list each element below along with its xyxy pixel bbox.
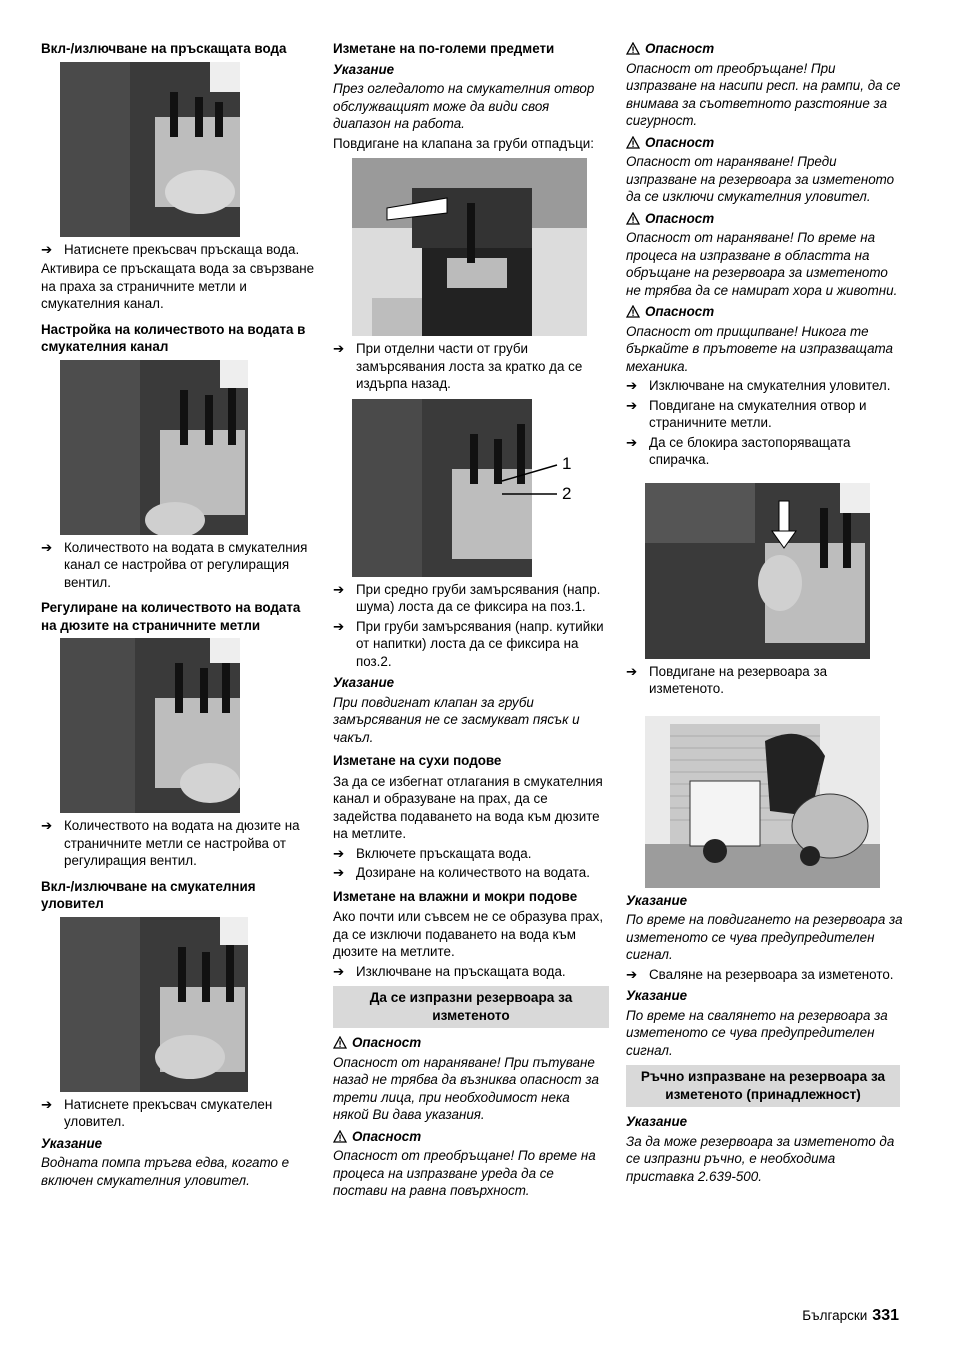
arrow-right-icon: ➔ bbox=[626, 966, 638, 982]
page-footer bbox=[802, 1307, 899, 1325]
paragraph: Ако почти или съвсем не се образува прах, да се изключи подаването на вода към дюзите на метлите. bbox=[333, 909, 604, 959]
callout-label-1: 1 bbox=[562, 453, 572, 473]
arrow-right-icon: ➔ bbox=[626, 663, 638, 679]
section-heading-manual-empty: Ръчно изпразване на резервоара за изметеното (принадлежност) bbox=[626, 1065, 900, 1107]
warning-triangle-icon bbox=[626, 212, 640, 225]
note-text: По време на свалянето на резервоара за изметеното се чува предупредителен сигнал. bbox=[626, 1007, 888, 1058]
list-item: ➔ Изключване на пръскащата вода. bbox=[333, 963, 566, 979]
list-item: ➔ Количеството на водата на дюзите на страничните метли се настройва от регулиращия вентил. bbox=[41, 818, 300, 868]
danger-heading: Опасност bbox=[626, 134, 904, 152]
note-text: За да може резервоара за изметеното да се изпразни ръчно, е необходима приставка 2.639-500. bbox=[626, 1133, 895, 1184]
paragraph: Повдигане на клапана за груби отпадъци: bbox=[333, 135, 594, 151]
danger-text: Опасност от прищипване! Никога те бъркайте в прътовете на изпразващата механика. bbox=[626, 323, 893, 374]
danger-text: Опасност от нараняване! При пътуване назад не трябва да възниква опасност за трети лица, при необходимост нека някой Ви дава указания. bbox=[333, 1054, 599, 1122]
note-heading: Указание bbox=[626, 892, 688, 908]
photo-lift-switch bbox=[645, 483, 870, 659]
danger-heading: Опасност bbox=[626, 40, 904, 58]
warning-triangle-icon bbox=[333, 1036, 347, 1049]
paragraph: За да се избегнат отлагания в смукателния канал и образуване на прах, да се задейства подаването на вода към дюзите на метлите. bbox=[333, 773, 603, 841]
list-item: ➔ Натиснете прекъсвач смукателен уловител. bbox=[41, 1096, 273, 1129]
list-item: ➔ При груби замърсявания (напр. кутийки от напитки) лоста да се фиксира на поз.2. bbox=[333, 618, 604, 669]
note-heading: Указание bbox=[333, 675, 395, 690]
section-heading-empty-container: Да се изпразни резервоара за изметеното bbox=[333, 986, 609, 1028]
note-heading: Указание bbox=[41, 1135, 103, 1151]
danger-text: Опасност от преобръщане! При изпразване на насипи респ. на рампи, да се внимава за съответното разстояние за сигурност. bbox=[626, 60, 901, 128]
photo-sweeper-container-raised bbox=[645, 716, 880, 888]
arrow-right-icon: ➔ bbox=[333, 341, 345, 356]
heading-side-brush-water: Регулиране на количеството на водата на дюзите на страничните метли bbox=[41, 600, 301, 633]
note-text: Водната помпа тръгва едва, когато е включен смукателния уловител. bbox=[41, 1155, 290, 1188]
danger-text: Опасност от нараняване! По време на процеса на изпразване в областта на обръщане на резервоара за изметеното не трябва да се намират хора и животни. bbox=[626, 230, 898, 298]
note-heading: Указание bbox=[626, 1114, 688, 1129]
page-number: 331 bbox=[872, 1307, 899, 1324]
list-item: ➔ Включете пръскащата вода. bbox=[333, 845, 532, 861]
list-item: ➔ Сваляне на резервоара за изметеното. bbox=[626, 966, 894, 982]
heading-dry-floors: Изметане на сухи подове bbox=[333, 753, 502, 768]
arrow-right-icon: ➔ bbox=[41, 1096, 53, 1112]
note-heading: Указание bbox=[626, 988, 688, 1003]
callout-label-2: 2 bbox=[562, 483, 572, 503]
heading-water-suction: Настройка на количеството на водата в смукателния канал bbox=[41, 321, 306, 354]
paragraph: Активира се пръскащата вода за свързване на праха за страничните метли и смукателния канал. bbox=[41, 261, 315, 311]
arrow-right-icon: ➔ bbox=[41, 241, 53, 257]
arrow-right-icon: ➔ bbox=[41, 818, 53, 833]
danger-heading: Опасност bbox=[333, 1034, 609, 1052]
warning-triangle-icon bbox=[626, 42, 640, 55]
note-heading: Указание bbox=[333, 61, 395, 77]
heading-suction-trap: Вкл-/излючване на смукателния уловител bbox=[41, 878, 256, 911]
list-item: ➔ Повдигане на смукателния отвор и страничните метли. bbox=[626, 397, 867, 430]
danger-heading: Опасност bbox=[626, 303, 904, 321]
column-1 bbox=[41, 40, 317, 1191]
arrow-right-icon: ➔ bbox=[626, 434, 638, 450]
warning-triangle-icon bbox=[626, 136, 640, 149]
photo-spray-switch bbox=[60, 62, 240, 237]
danger-text: Опасност от нараняване! Преди изпразване на резервоара за изметеното да се изключи смукателния уловител. bbox=[626, 154, 895, 204]
note-text: При повдигнат клапан за груби замърсявания не се засмукват пясък и чакъл. bbox=[333, 694, 580, 745]
warning-triangle-icon bbox=[626, 305, 640, 318]
arrow-right-icon: ➔ bbox=[333, 618, 345, 634]
photo-suction-valve bbox=[60, 360, 248, 535]
list-item: ➔ При средно груби замърсявания (напр. шума) лоста да се фиксира на поз.1. bbox=[333, 581, 601, 614]
note-text: По време на повдигането на резервоара за изметеното се чува предупредителен сигнал. bbox=[626, 912, 903, 962]
photo-lever-positions bbox=[352, 399, 572, 577]
heading-spray-water: Вкл-/излючване на пръскащата вода bbox=[41, 41, 287, 56]
list-item: ➔ Повдигане на резервоара за изметеното. bbox=[626, 663, 828, 696]
danger-heading: Опасност bbox=[333, 1128, 609, 1146]
arrow-right-icon: ➔ bbox=[333, 845, 345, 861]
danger-heading: Опасност bbox=[626, 210, 904, 228]
list-item: ➔ При отделни части от груби замърсявания лоста за кратко да се издърпа назад. bbox=[333, 341, 583, 391]
column-3 bbox=[626, 40, 904, 1187]
column-2 bbox=[333, 40, 609, 1202]
list-item: ➔ Количеството на водата в смукателния канал се настройва от регулиращия вентил. bbox=[41, 539, 308, 590]
arrow-right-icon: ➔ bbox=[626, 378, 638, 393]
arrow-right-icon: ➔ bbox=[41, 539, 53, 555]
warning-triangle-icon bbox=[333, 1130, 347, 1143]
arrow-right-icon: ➔ bbox=[626, 397, 638, 413]
danger-text: Опасност от преобръщане! По време на процеса на изпразване уреда да се постави на равна повърхност. bbox=[333, 1148, 596, 1198]
list-item: ➔ Натиснете прекъсвач пръскаща вода. bbox=[41, 241, 300, 257]
list-item: ➔ Дозиране на количеството на водата. bbox=[333, 865, 590, 880]
photo-side-brush-valve bbox=[60, 638, 240, 813]
arrow-right-icon: ➔ bbox=[333, 581, 345, 597]
list-item: ➔ Да се блокира застопоряващата спирачка. bbox=[626, 434, 851, 467]
heading-large-objects: Изметане на по-големи предмети bbox=[333, 41, 555, 56]
arrow-right-icon: ➔ bbox=[333, 865, 345, 880]
footer-language: Български bbox=[802, 1308, 868, 1323]
note-text: През огледалото на смукателния отвор обслужващият може да види своя диапазон на работа. bbox=[333, 81, 595, 131]
photo-flap-lever bbox=[352, 158, 587, 336]
heading-wet-floors: Изметане на влажни и мокри подове bbox=[333, 888, 578, 904]
list-item: ➔ Изключване на смукателния уловител. bbox=[626, 378, 891, 393]
arrow-right-icon: ➔ bbox=[333, 963, 345, 979]
photo-suction-trap-switch bbox=[60, 917, 248, 1092]
